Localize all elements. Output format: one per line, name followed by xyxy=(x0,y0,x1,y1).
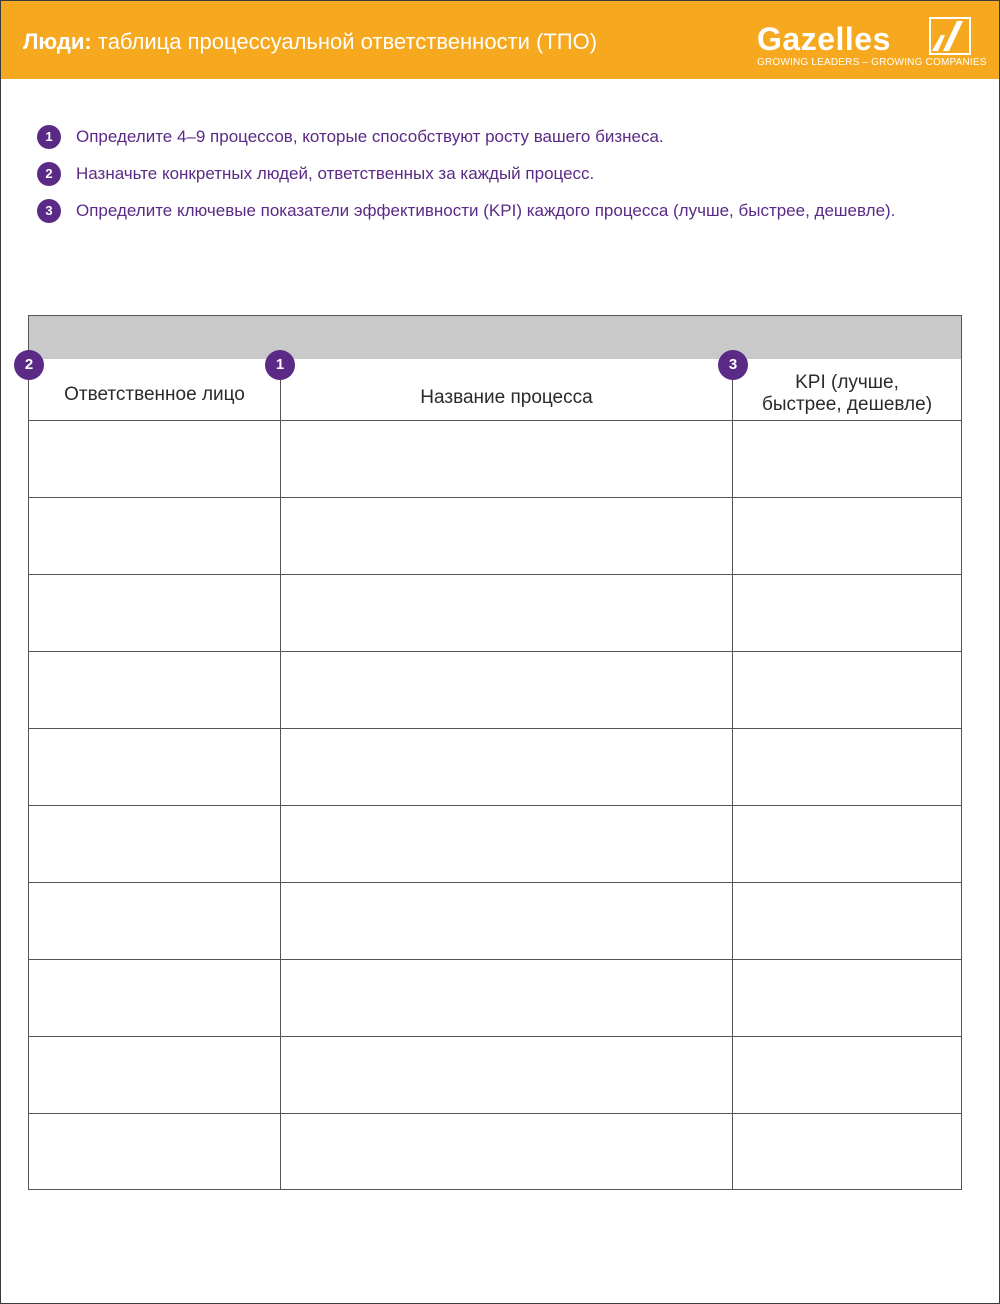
kpi-cell[interactable] xyxy=(733,883,961,959)
logo-wordmark: Gazelles xyxy=(757,21,891,57)
kpi-cell[interactable] xyxy=(733,960,961,1036)
process-name-cell[interactable] xyxy=(281,883,732,959)
step-number-badge: 3 xyxy=(37,199,61,223)
responsible-person-cell[interactable] xyxy=(30,729,280,805)
kpi-cell[interactable] xyxy=(733,1037,961,1113)
responsible-person-cell[interactable] xyxy=(30,652,280,728)
logo-tagline: GROWING LEADERS – GROWING COMPANIES xyxy=(757,57,987,68)
gazelles-logo xyxy=(753,15,987,73)
kpi-header-line1: KPI (лучше, xyxy=(795,372,899,393)
process-name-cell[interactable] xyxy=(281,1037,732,1113)
responsible-person-cell[interactable] xyxy=(30,960,280,1036)
responsibility-table xyxy=(28,315,962,1190)
column-header-kpi xyxy=(733,372,961,416)
process-name-cell[interactable] xyxy=(281,421,732,497)
column-header-process: Название процесса xyxy=(420,387,593,408)
kpi-header-line2: быстрее, дешевле) xyxy=(761,394,933,415)
instruction-text: Определите ключевые показатели эффективности (KPI) каждого процесса (лучше, быстрее, дешевле). xyxy=(76,201,896,220)
table-top-band xyxy=(29,316,961,359)
step-number-badge: 2 xyxy=(37,162,61,186)
page-title-rest: таблица процессуальной ответственности (ТПО) xyxy=(91,29,598,54)
kpi-cell[interactable] xyxy=(733,729,961,805)
column-header-responsible: Ответственное лицо xyxy=(64,384,245,405)
instruction-text: Определите 4–9 процессов, которые способствуют росту вашего бизнеса. xyxy=(76,127,664,146)
process-name-cell[interactable] xyxy=(281,575,732,651)
column-step-badge: 2 xyxy=(14,350,44,380)
page-title-bold: Люди: xyxy=(23,29,92,54)
process-name-cell[interactable] xyxy=(281,1114,732,1190)
responsible-person-cell[interactable] xyxy=(30,1037,280,1113)
step-number-badge: 1 xyxy=(37,125,61,149)
kpi-cell[interactable] xyxy=(733,806,961,882)
responsible-person-cell[interactable] xyxy=(30,575,280,651)
responsible-person-cell[interactable] xyxy=(30,883,280,959)
kpi-cell[interactable] xyxy=(733,652,961,728)
kpi-cell[interactable] xyxy=(733,1114,961,1190)
process-name-cell[interactable] xyxy=(281,652,732,728)
process-name-cell[interactable] xyxy=(281,498,732,574)
column-step-badge: 3 xyxy=(718,350,748,380)
process-name-cell[interactable] xyxy=(281,806,732,882)
header-bar xyxy=(1,1,999,79)
gazelle-slash-icon xyxy=(929,17,971,55)
responsible-person-cell[interactable] xyxy=(30,1114,280,1190)
kpi-cell[interactable] xyxy=(733,575,961,651)
responsible-person-cell[interactable] xyxy=(30,421,280,497)
kpi-cell[interactable] xyxy=(733,421,961,497)
process-name-cell[interactable] xyxy=(281,729,732,805)
page-title xyxy=(23,28,597,56)
process-name-cell[interactable] xyxy=(281,960,732,1036)
column-step-badge: 1 xyxy=(265,350,295,380)
kpi-cell[interactable] xyxy=(733,498,961,574)
responsible-person-cell[interactable] xyxy=(30,806,280,882)
responsible-person-cell[interactable] xyxy=(30,498,280,574)
instruction-text: Назначьте конкретных людей, ответственных за каждый процесс. xyxy=(76,164,595,183)
